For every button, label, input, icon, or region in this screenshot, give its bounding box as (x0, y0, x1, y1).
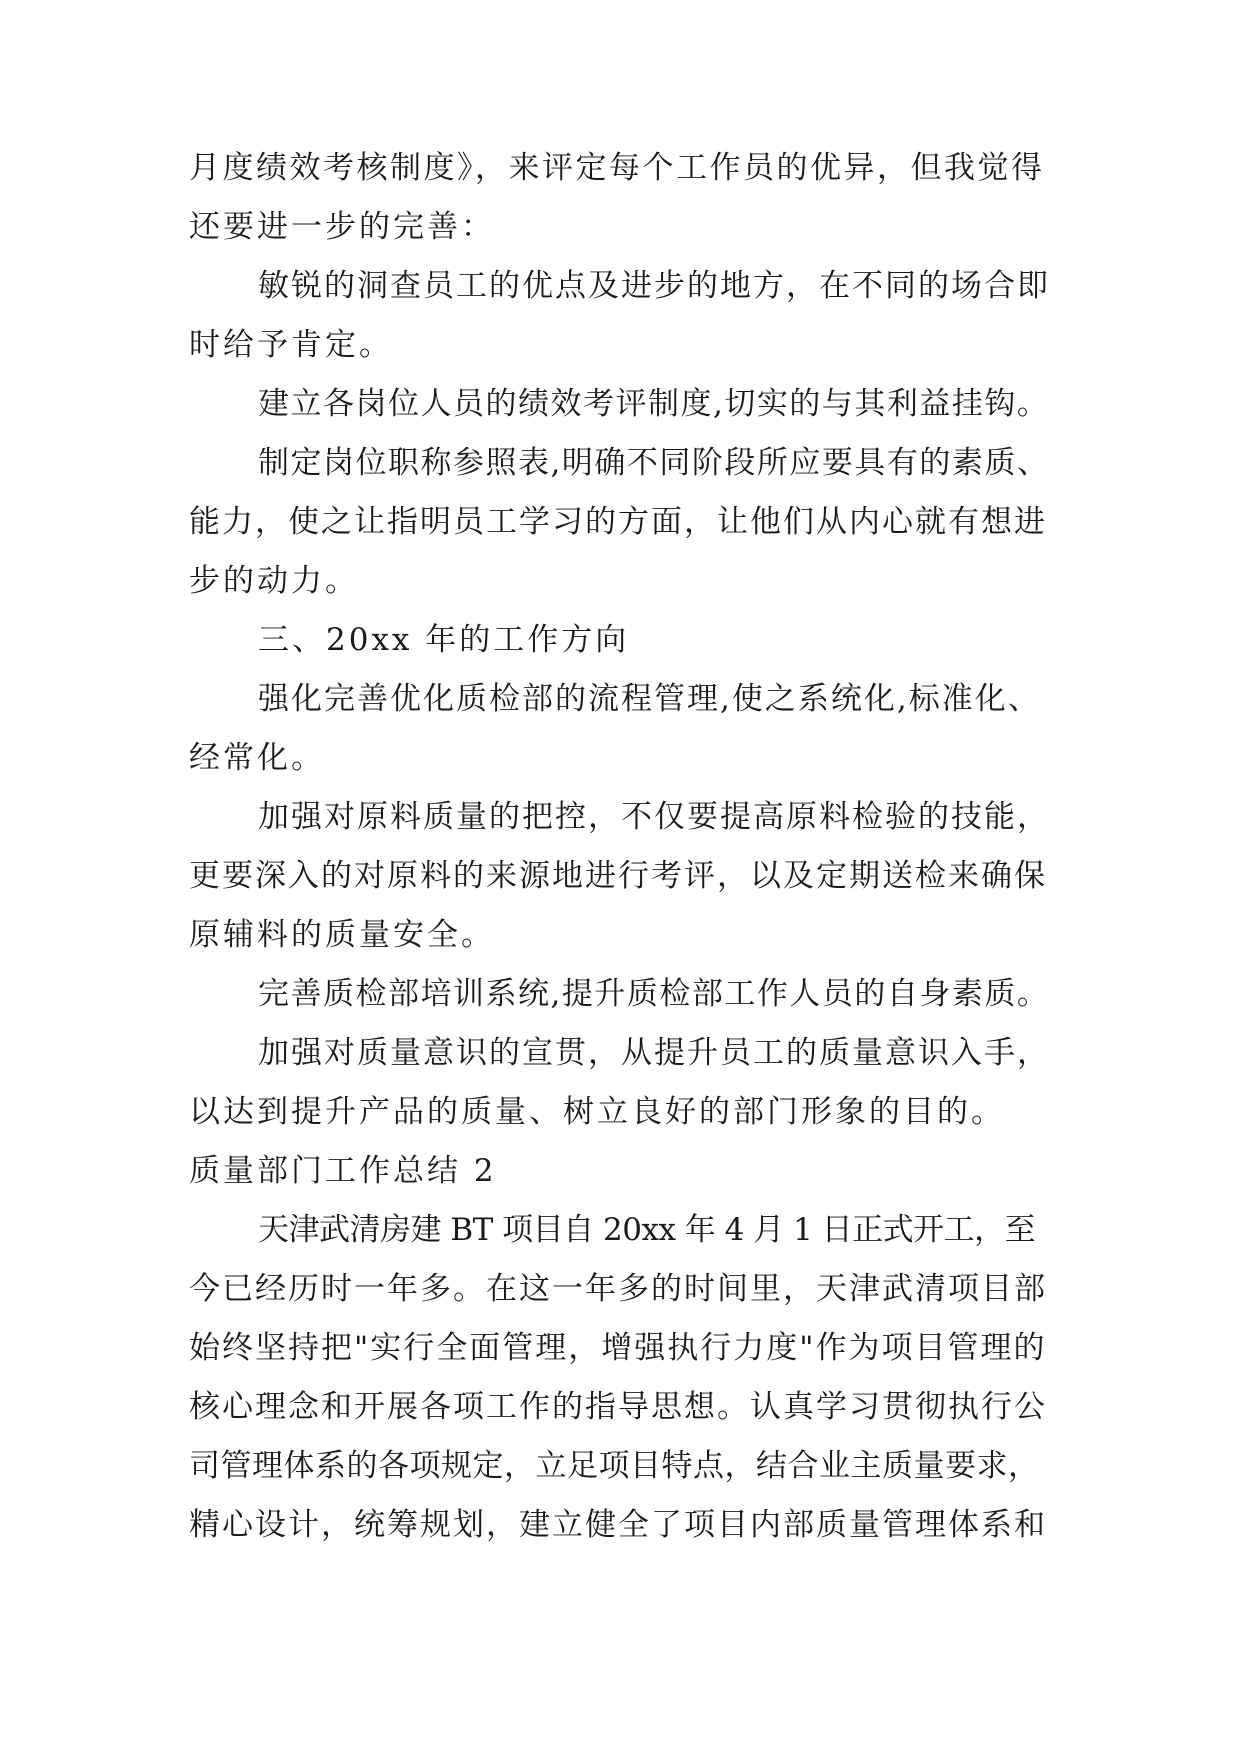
text-line: 司管理体系的各项规定，立足项目特点，结合业主质量要求， (189, 1448, 1040, 1484)
paragraph-start: 敏锐的洞查员工的优点及进步的地方，在不同的场合即 (258, 268, 1050, 304)
text-line: 能力，使之让指明员工学习的方面，让他们从内心就有想进 (189, 504, 1047, 540)
text-line: 精心设计，统筹规划，建立健全了项目内部质量管理体系和 (189, 1507, 1047, 1543)
paragraph-start: 建立各岗位人员的绩效考评制度,切实的与其利益挂钩。 (258, 386, 1050, 422)
text-line: 还要进一步的完善： (189, 209, 495, 245)
section-heading: 三、20xx 年的工作方向 (258, 622, 630, 658)
text-line: 更要深入的对原料的来源地进行考评，以及定期送检来确保 (189, 858, 1047, 894)
text-line: 原辅料的质量安全。 (189, 917, 495, 953)
paragraph-start: 加强对原料质量的把控，不仅要提高原料检验的技能， (258, 799, 1050, 835)
text-line: 核心理念和开展各项工作的指导思想。认真学习贯彻执行公 (189, 1389, 1047, 1425)
paragraph-start: 天津武清房建 BT 项目自 20xx 年 4 月 1 日正式开工，至 (258, 1212, 1036, 1248)
paragraph-start: 完善质检部培训系统,提升质检部工作人员的自身素质。 (258, 976, 1050, 1012)
text-line: 时给予肯定。 (189, 327, 393, 363)
text-line: 今已经历时一年多。在这一年多的时间里，天津武清项目部 (189, 1271, 1047, 1307)
paragraph-start: 制定岗位职称参照表,明确不同阶段所应要具有的素质、 (258, 445, 1050, 481)
text-line: 以达到提升产品的质量、树立良好的部门形象的目的。 (189, 1094, 1005, 1130)
text-line: 经常化。 (189, 740, 325, 776)
text-line: 月度绩效考核制度》，来评定每个工作员的优异，但我觉得 (189, 150, 1045, 186)
document-heading: 质量部门工作总结 2 (189, 1153, 497, 1189)
text-line: 始终坚持把"实行全面管理，增强执行力度"作为项目管理的 (189, 1330, 1047, 1366)
text-line: 步的动力。 (189, 563, 359, 599)
paragraph-start: 强化完善优化质检部的流程管理,使之系统化,标准化、 (258, 681, 1041, 717)
paragraph-start: 加强对质量意识的宣贯，从提升员工的质量意识入手， (258, 1035, 1050, 1071)
